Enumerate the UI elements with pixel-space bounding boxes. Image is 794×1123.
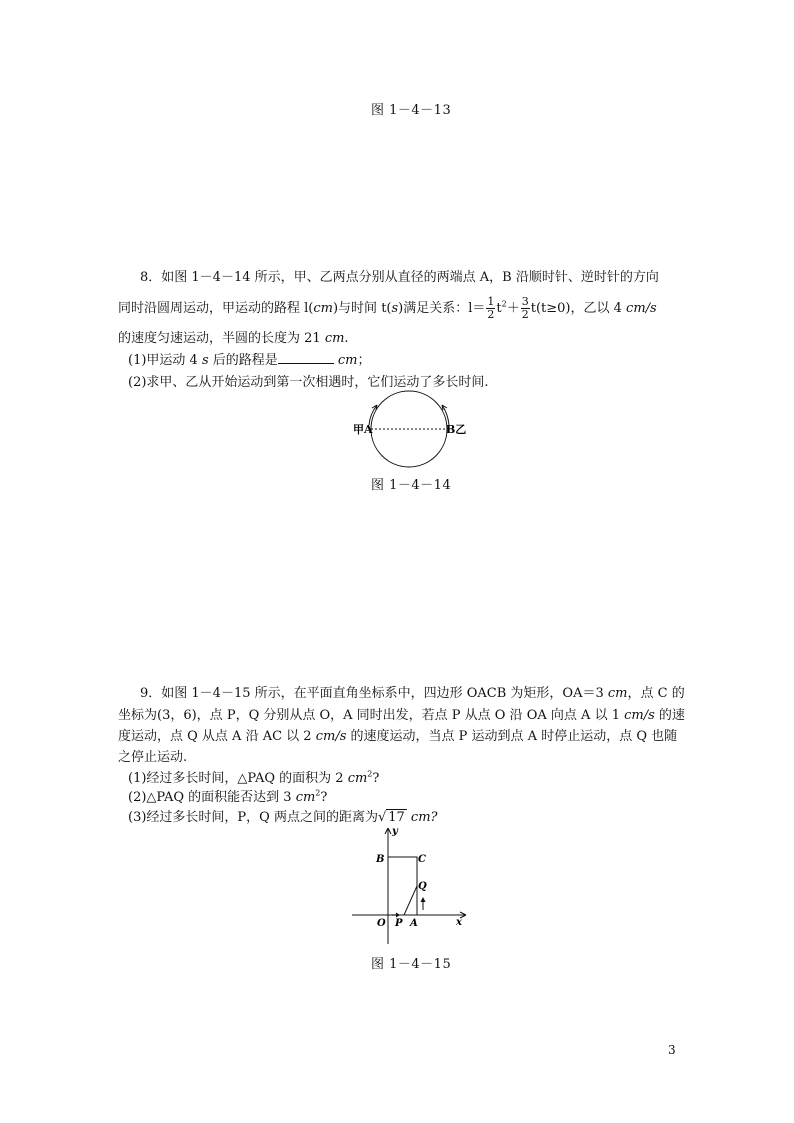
q9-exponent: 2 (315, 788, 321, 798)
q9-line-3 (118, 725, 678, 744)
q9-unit: cm (406, 810, 431, 825)
q8-exponent: 2 (501, 299, 507, 309)
q8-line-2 (118, 296, 678, 321)
q9-text: ，点 C 的 (627, 686, 685, 701)
q9-unit: cm/s (315, 729, 347, 744)
q8-unit: s (391, 301, 399, 316)
q8-sub-2: (2)求甲、乙从开始运动到第一次相遇时，它们运动了多长时间. (128, 375, 489, 390)
segment-pq (404, 886, 417, 915)
radical-sign-icon: √ (377, 810, 387, 825)
q8-text: t(t≥0)，乙以 4 (530, 301, 627, 316)
q8-text: ； (357, 353, 371, 368)
label-x: x (456, 917, 462, 928)
q8-unit: cm (324, 331, 345, 346)
label-b-yi: B乙 (446, 423, 467, 436)
q8-text: (1)甲运动 4 (128, 353, 202, 368)
q9-unit: cm (295, 790, 316, 805)
q9-text: (2)△PAQ 的面积能否达到 3 (128, 790, 296, 805)
q9-text: 9．如图 1－4－15 所示，在平面直角坐标系中，四边形 OACB 为矩形，OA＝3 (140, 686, 608, 701)
q9-text: 度运动，点 Q 从点 A 沿 AC 以 2 (118, 729, 316, 744)
arrow-q-icon (421, 897, 426, 902)
q8-line-3 (118, 327, 678, 346)
q8-line-1: 8．如图 1－4－14 所示，甲、乙两点分别从直径的两端点 A，B 沿顺时针、逆时针的方向 (140, 270, 659, 285)
frac-denominator: 2 (487, 308, 495, 321)
frac-numerator: 3 (521, 295, 529, 308)
q8-text: ＋ (506, 301, 520, 316)
q9-exponent: 2 (367, 769, 373, 779)
q9-text: (1)经过多长时间，△PAQ 的面积为 2 (128, 771, 348, 786)
q9-line-1 (140, 682, 700, 701)
frac-denominator: 2 (521, 308, 529, 321)
radicand: 17 (388, 810, 405, 825)
label-c: C (418, 854, 426, 865)
q8-text: t (496, 301, 502, 316)
q9-sub-1 (128, 767, 688, 786)
label-a: A (410, 918, 418, 929)
q8-unit: cm/s (626, 301, 657, 316)
arrow-a-path (369, 405, 377, 425)
figure-13-caption: 图 1－4－13 (371, 103, 452, 118)
q8-text: 同时沿圆周运动，甲运动的路程 l( (118, 301, 314, 316)
q9-unit: cm (607, 686, 628, 701)
label-b: B (376, 854, 385, 865)
label-p: P (395, 918, 403, 929)
q9-text: 的速 (654, 708, 685, 723)
q8-unit: cm (337, 353, 358, 368)
q8-text: )满足关系：l＝ (398, 301, 486, 316)
q9-text: ? (320, 790, 328, 805)
q8-sub-1 (128, 349, 688, 368)
q9-line-4: 之停止运动. (118, 750, 188, 765)
rectangle-bca (388, 857, 417, 915)
arrow-p-icon (396, 913, 400, 918)
label-y: y (392, 826, 398, 837)
label-o: O (377, 918, 386, 929)
figure-14-diagram (340, 388, 480, 470)
q8-text: 的速度匀速运动，半圆的长度为 21 (118, 331, 325, 346)
q9-line-2 (118, 704, 685, 723)
label-q: Q (418, 881, 427, 892)
fraction-half (486, 296, 495, 321)
q9-text: (3)经过多长时间，P，Q 两点之间的距离为 (128, 810, 378, 825)
q9-unit: cm/s (624, 708, 655, 723)
q9-text: ? (372, 771, 380, 786)
q9-text: 坐标为(3，6)，点 P，Q 分别从点 O，A 同时出发，若点 P 从点 O 沿 OA 向点 A 以 1 (118, 708, 625, 723)
q8-text: . (344, 331, 349, 346)
page-number: 3 (668, 1043, 676, 1057)
q9-unit: cm (347, 771, 368, 786)
figure-14-caption: 图 1－4－14 (371, 478, 452, 493)
fraction-three-halves (521, 296, 530, 321)
figure-15-caption: 图 1－4－15 (371, 957, 452, 972)
q8-text: )与时间 t( (332, 301, 392, 316)
label-jia-a: 甲A (353, 423, 373, 436)
figure-15-diagram (348, 822, 476, 946)
q9-text: ? (430, 810, 438, 825)
frac-numerator: 1 (487, 295, 495, 308)
q8-text: 后的路程是 (208, 353, 278, 368)
q9-text: 的速度运动，当点 P 运动到点 A 时停止运动，点 Q 也随 (346, 729, 678, 744)
q9-sub-2 (128, 786, 688, 805)
q8-unit: cm (313, 301, 333, 316)
answer-blank (278, 351, 334, 364)
q8-unit: s (201, 353, 209, 368)
